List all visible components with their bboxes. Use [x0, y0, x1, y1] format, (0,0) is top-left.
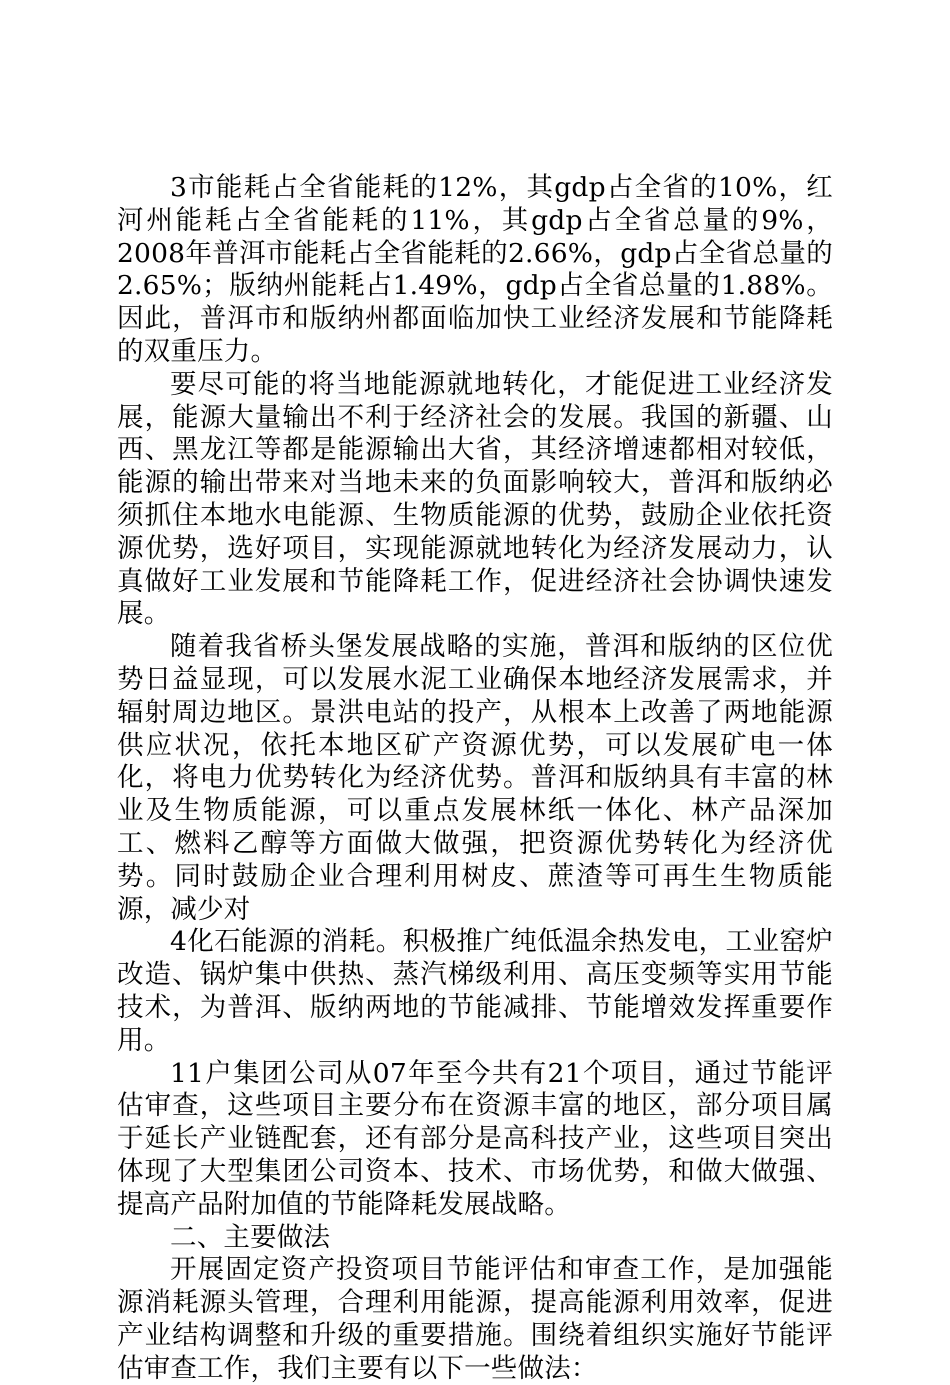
section-heading-main-practices: 二、主要做法 — [170, 1221, 331, 1253]
paragraph-energy-share: 3市能耗占全省能耗的12%，其gdp占全省的10%，红河州能耗占全省能耗的11%，其gdp占全省总量的9%，2008年普洱市能耗占全省能耗的2.66%，gdp占全省总量的2.65%；版纳州能耗占1.49%，gdp占全省总量的1.88%。因此，普洱市和版纳州都面临加快工业经济发展和节能降耗的双重压力。 — [117, 172, 833, 367]
paragraph-bridgehead-strategy: 随着我省桥头堡发展战略的实施，普洱和版纳的区位优势日益显现，可以发展水泥工业确保本地经济发展需求，并辐射周边地区。景洪电站的投产，从根本上改善了两地能源供应状况，依托本地区矿产资源优势，可以发展矿电一体化，将电力优势转化为经济优势。普洱和版纳具有丰富的林业及生物质能源，可以重点发展林纸一体化、林产品深加工、燃料乙醇等方面做大做强，把资源优势转化为经济优势。同时鼓励企业合理利用树皮、蔗渣等可再生生物质能源，减少对 — [117, 631, 833, 925]
paragraph-group-projects: 11户集团公司从07年至今共有21个项目，通过节能评估审查，这些项目主要分布在资源丰富的地区，部分项目属于延长产业链配套，还有部分是高科技产业，这些项目突出体现了大型集团公司资本、技术、市场优势，和做大做强、提高产品附加值的节能降耗发展战略。 — [117, 1057, 833, 1220]
paragraph-fossil-energy: 4化石能源的消耗。积极推广纯低温余热发电，工业窑炉改造、锅炉集中供热、蒸汽梯级利用、高压变频等实用节能技术，为普洱、版纳两地的节能减排、节能增效发挥重要作用。 — [117, 926, 833, 1056]
paragraph-assessment-work: 开展固定资产投资项目节能评估和审查工作，是加强能源消耗源头管理，合理利用能源，提高能源利用效率，促进产业结构调整和升级的重要措施。围绕着组织实施好节能评估审查工作，我们主要有以下一些做法： — [117, 1254, 833, 1384]
document-page — [117, 172, 833, 1385]
paragraph-local-conversion: 要尽可能的将当地能源就地转化，才能促进工业经济发展，能源大量输出不利于经济社会的发展。我国的新疆、山西、黑龙江等都是能源输出大省，其经济增速都相对较低，能源的输出带来对当地未来的负面影响较大，普洱和版纳必须抓住本地水电能源、生物质能源的优势，鼓励企业依托资源优势，选好项目，实现能源就地转化为经济发展动力，认真做好工业发展和节能降耗工作，促进经济社会协调快速发展。 — [117, 368, 833, 630]
